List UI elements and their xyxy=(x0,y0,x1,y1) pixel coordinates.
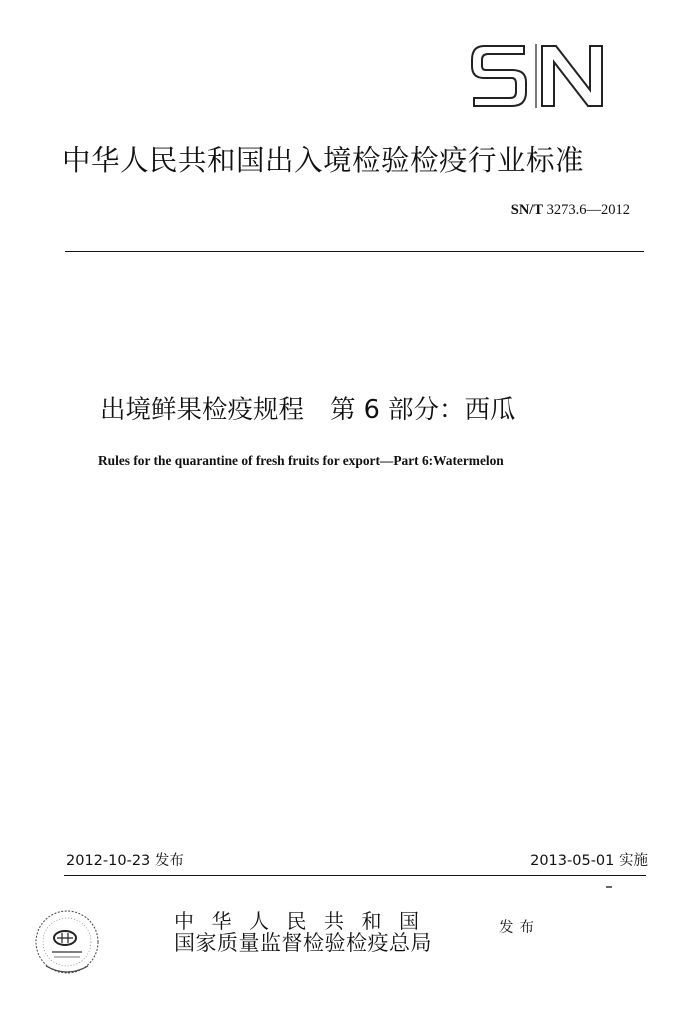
title-part: 第 6 部分：西瓜 xyxy=(330,395,516,425)
standard-prefix: SN/T xyxy=(510,202,543,218)
sn-logo-icon xyxy=(466,40,608,110)
standard-code: 3273.6—2012 xyxy=(546,202,630,218)
implementation-date: 2013-05-01 实施 xyxy=(530,853,648,869)
corner-mark xyxy=(606,886,612,888)
document-title-en: Rules for the quarantine of fresh fruits for export—Part 6:Watermelon xyxy=(98,453,504,468)
standard-type-heading: 中华人民共和国出入境检验检疫行业标准 xyxy=(62,144,585,177)
standard-number xyxy=(511,202,630,219)
circular-seal-icon xyxy=(32,908,102,976)
document-title-cn xyxy=(100,390,515,426)
issuer-line-2: 国家质量监督检验检疫总局 xyxy=(174,931,432,955)
footer-divider xyxy=(64,875,646,876)
title-main: 出境鲜果检疫规程 xyxy=(100,395,305,425)
issuer-line-1: 中华人民共和国 xyxy=(174,909,437,933)
issue-date: 2012-10-23 发布 xyxy=(66,853,184,869)
header-divider xyxy=(65,251,644,252)
publish-label: 发布 xyxy=(499,920,540,936)
